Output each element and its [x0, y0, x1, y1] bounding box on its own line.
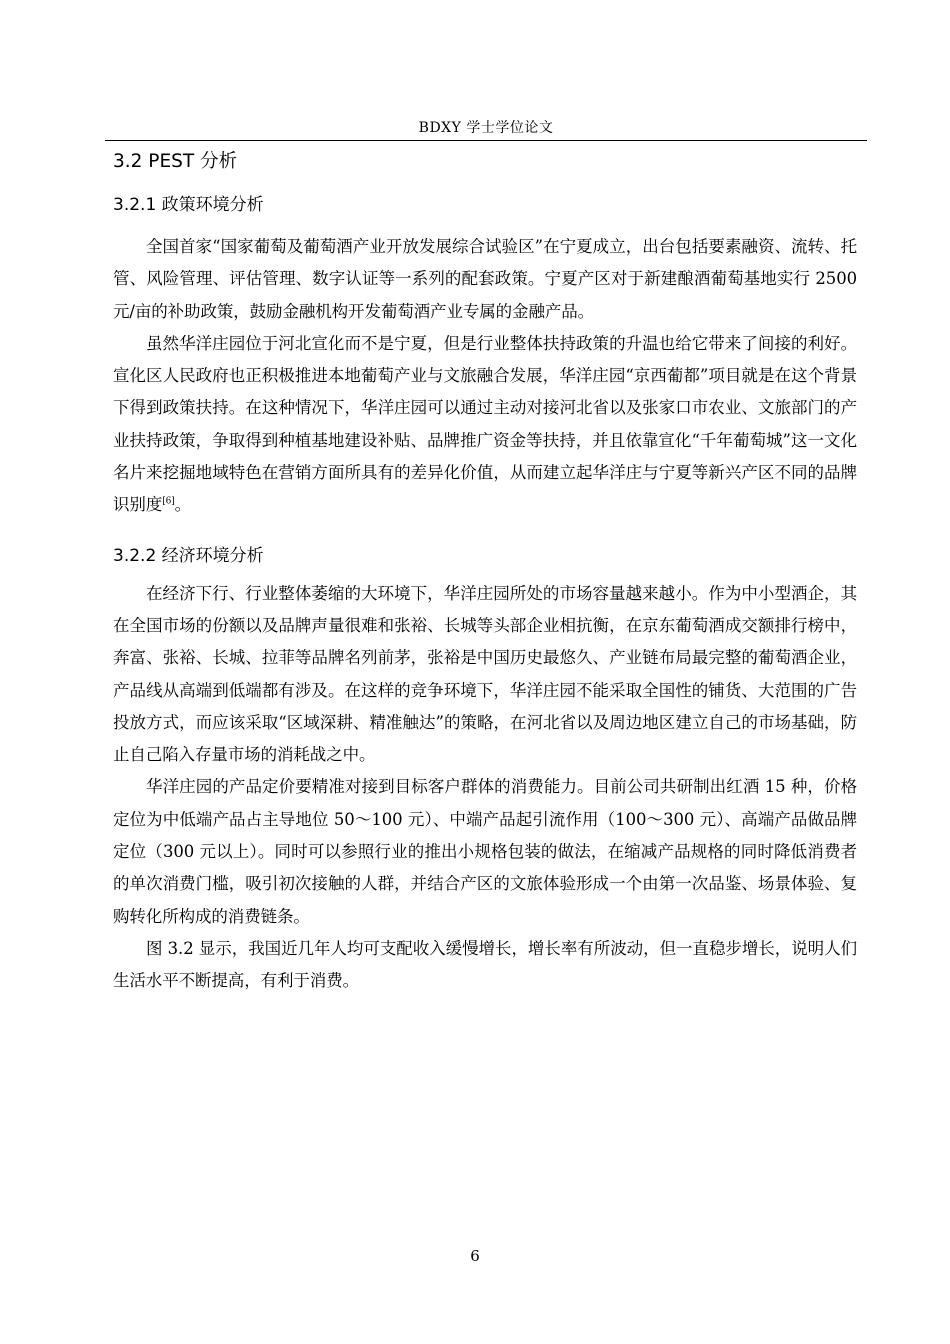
subsection-heading-policy: 3.2.1 政策环境分析 [113, 195, 264, 215]
paragraph: 在经济下行、行业整体萎缩的大环境下，华洋庄园所处的市场容量越来越小。作为中小型酒企，其在全国市场的份额以及品牌声量很难和张裕、长城等头部企业相抗衡，在京东葡萄酒成交额排行榜中，奔富、张裕、长城、拉菲等品牌名列前茅，张裕是中国历史最悠久、产业链布局最完整的葡萄酒企业，产品线从高端到低端都有涉及。在这样的竞争环境下，华洋庄园不能采取全国性的铺货、大范围的广告投放方式，而应该采取“区域深耕、精准触达”的策略，在河北省以及周边地区建立自己的市场基础，防止自己陷入存量市场的消耗战之中。 [113, 583, 857, 765]
paragraph: 全国首家“国家葡萄及葡萄酒产业开放发展综合试验区”在宁夏成立，出台包括要素融资、流转、托管、风险管理、评估管理、数字认证等一系列的配套政策。宁夏产区对于新建酿酒葡萄基地实行 2500 元/亩的补助政策，鼓励金融机构开发葡萄酒产业专属的金融产品。 [113, 237, 857, 321]
header-rule [105, 140, 867, 141]
paragraph: 华洋庄园的产品定价要精准对接到目标客户群体的消费能力。目前公司共研制出红酒 15 种，价格定位为中低端产品占主导地位 50～100 元）、中端产品起引流作用（100～300 元）、高端产品做品牌定位（300 元以上）。同时可以参照行业的推出小规格包装的做法，在缩减产品规格的同时降低消费者的单次消费门槛，吸引初次接触的人群，并结合产区的文旅体验形成一个由第一次品鉴、场景体验、复购转化所构成的消费链条。 [113, 777, 857, 926]
subsection-heading-economy: 3.2.2 经济环境分析 [113, 545, 264, 566]
paragraph-end-punct: 。 [174, 495, 192, 515]
running-header: BDXY 学士学位论文 [418, 120, 554, 136]
paragraph-text: 虽然华洋庄园位于河北宣化而不是宁夏，但是行业整体扶持政策的升温也给它带来了间接的利好。宣化区人民政府也正积极推进本地葡萄产业与文旅融合发展，华洋庄园“京西葡都”项目就是在这个背景下得到政策扶持。在这种情况下，华洋庄园可以通过主动对接河北省以及张家口市农业、文旅部门的产业扶持政策，争取得到种植基地建设补贴、品牌推广资金等扶持，并且依靠宣化“千年葡萄城”这一文化名片来挖掘地域特色在营销方面所具有的差异化价值，从而建立起华洋庄与宁夏等新兴产区不同的品牌识别度 [113, 333, 857, 515]
page-body [113, 144, 857, 998]
section-heading: 3.2 PEST 分析 [113, 151, 238, 172]
paragraph [113, 328, 857, 522]
citation-ref: [6] [162, 496, 175, 507]
page-number: 6 [470, 1247, 480, 1265]
paragraph: 图 3.2 显示，我国近几年人均可支配收入缓慢增长，增长率有所波动，但一直稳步增长，说明人们生活水平不断提高，有利于消费。 [113, 938, 857, 991]
